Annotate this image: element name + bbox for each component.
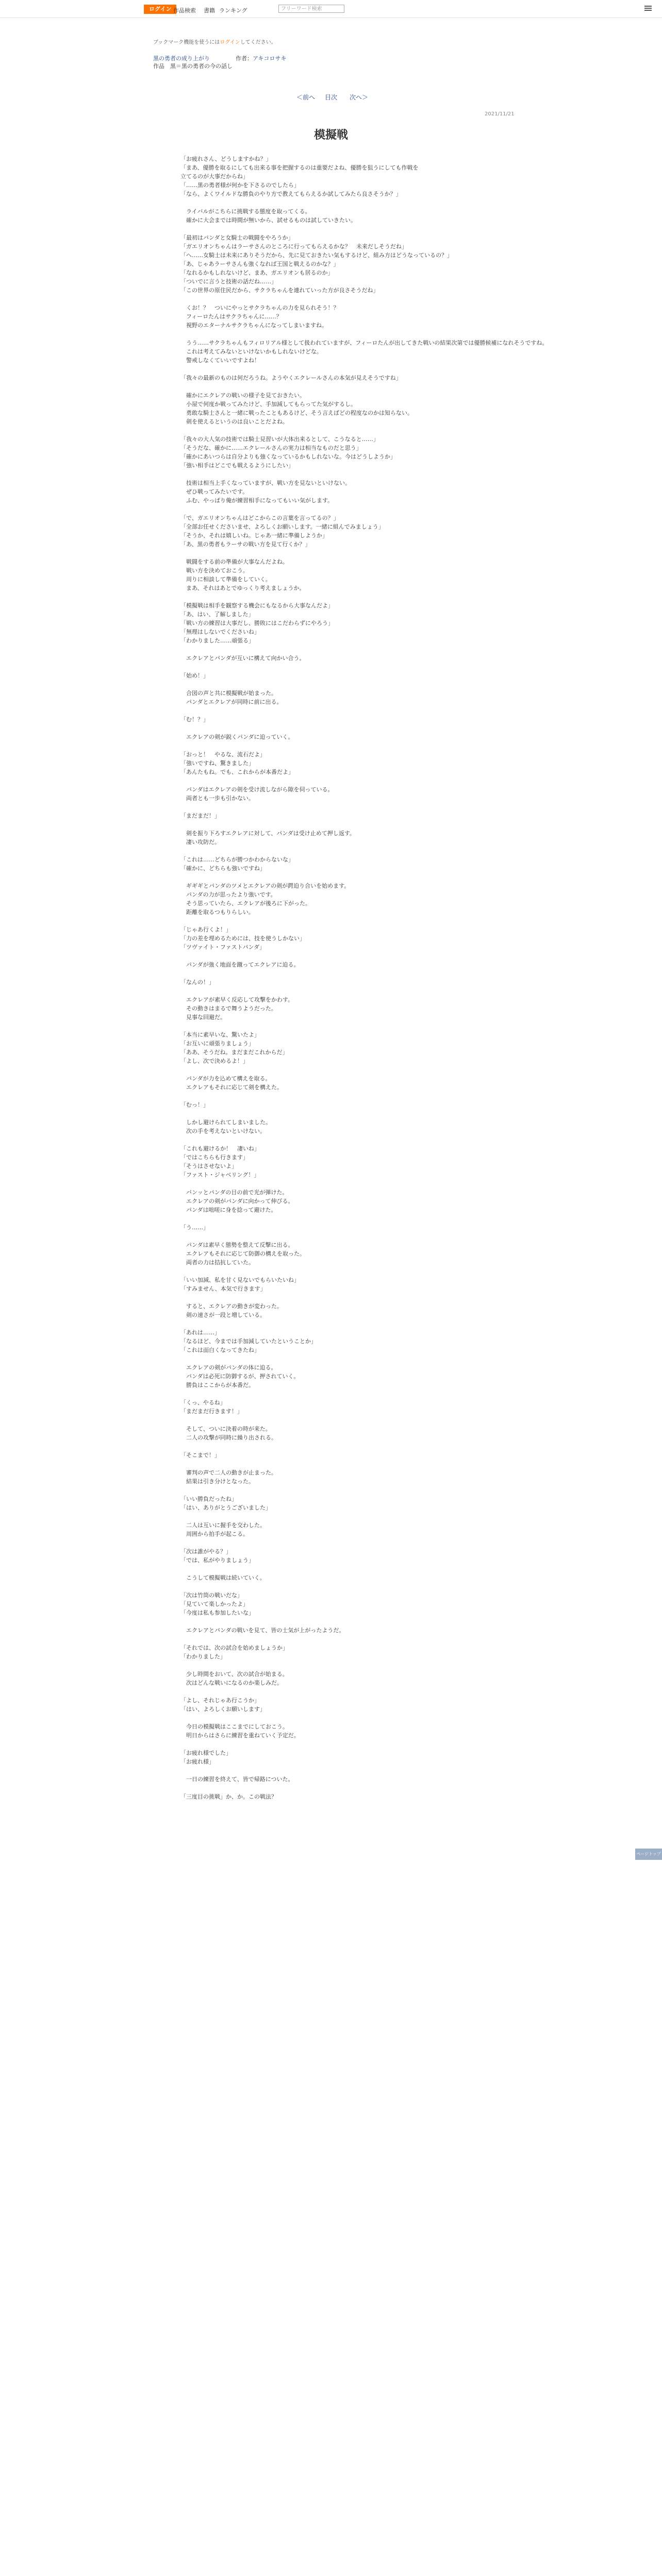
chapter-title: 模擬戦: [313, 129, 348, 142]
notice-login-link[interactable]: ログイン: [220, 40, 240, 45]
text-line: 「くっ、やるね」: [180, 1399, 226, 1406]
paragraph: [180, 1188, 479, 1214]
page-top-button[interactable]: ページトップへ: [635, 1849, 662, 1860]
text-line: しかし避けられてしまいました。: [180, 1119, 271, 1126]
text-line: 二人は互いに握手を交わした。: [180, 1522, 266, 1529]
text-line: 「強い相手はどこでも戦えるようにしたい」: [180, 462, 294, 469]
text-line: 「そこまで！」: [180, 1452, 220, 1459]
text-line: 戦闘をする前の準備が大事なんだよね。: [180, 558, 288, 565]
text-line: 「お互いに頑張りましょう」: [180, 1040, 254, 1047]
paragraph: [180, 829, 479, 846]
text-line: 両者の力は拮抗していた。: [180, 1259, 254, 1266]
text-line: 「これは……どちらが勝つかわからないな」: [180, 856, 294, 863]
text-line: パンダはエクレアの剣を受け流しながら隙を伺っている。: [180, 786, 334, 793]
paragraph: [180, 1696, 479, 1714]
text-line: 「あ、じゃあラーサさんも強くなれば王国と戦えるのかな？」: [180, 261, 339, 267]
text-line: エクレアが素早く反応して攻撃をかわす。: [180, 996, 294, 1003]
text-line: 「ついでに言うと技術の話だね……」: [180, 278, 277, 285]
paragraph: [180, 855, 479, 873]
search-input[interactable]: フリーワード検索: [278, 5, 344, 13]
text-line: パンダは必死に防御するが、押されていく。: [180, 1373, 300, 1380]
text-line: その動きはまるで舞うようだった。: [180, 1005, 277, 1012]
paragraph: [180, 155, 479, 198]
paragraph: [180, 1144, 479, 1179]
text-line: 「おっと！ やるな、流石だよ」: [180, 751, 266, 758]
nav-item-books[interactable]: 書籍: [204, 7, 215, 14]
paragraph: [180, 1118, 479, 1136]
paragraph: [180, 960, 479, 969]
text-line: 「模擬戦は相手を観察する機会にもなるから大事なんだよ」: [180, 602, 334, 609]
text-line: 「なれるかもしれないけど、まあ、ガエリオンも居るのか」: [180, 269, 334, 276]
text-line: エクレアの剣がパンダに向かって伸びる。: [180, 1198, 294, 1205]
paragraph: [180, 1363, 479, 1389]
paragraph: [180, 303, 479, 330]
notice-suffix: してください。: [240, 40, 276, 45]
paragraph: [180, 233, 479, 295]
text-line: 戦い方を決めておこう。: [180, 567, 249, 574]
paragraph: [180, 557, 479, 592]
paragraph: [180, 715, 479, 724]
paragraph: [180, 1074, 479, 1092]
text-line: フィーロたんはサクラちゃんに……？: [180, 313, 282, 320]
series-title-link[interactable]: 黒の勇者の成り上がり: [153, 55, 210, 62]
text-line: 「そうはさせないよ」: [180, 1163, 237, 1170]
text-line: 「……黒の勇者様が何かを下さるのでしたら」: [180, 182, 300, 189]
nav-item-ranking[interactable]: ランキング: [219, 7, 247, 14]
paragraph: [180, 1775, 479, 1784]
text-line: 剣を振り下ろすエクレアに対して、パンダは受け止めて押し返す。: [180, 830, 355, 837]
text-line: 見事な回避だ。: [180, 1014, 226, 1021]
text-line: 「お疲れ様」: [180, 1758, 214, 1765]
notice-prefix: ブックマーク機能を使うには: [153, 40, 220, 45]
paragraph: [180, 1223, 479, 1232]
text-line: 「強いですね、驚きました」: [180, 760, 254, 767]
text-line: 「すみません、本気で行きます」: [180, 1285, 266, 1292]
paragraph: [180, 1792, 479, 1801]
text-line: 一日の練習を終えて、皆で帰路についた。: [180, 1776, 294, 1783]
text-line: 技術は相当上手くなっていますが、戦い方を見ないといけない。: [180, 480, 351, 486]
paragraph: [180, 1398, 479, 1416]
text-line: 「なるほど、今までは手加減していたということか」: [180, 1338, 317, 1345]
paragraph: [180, 1328, 479, 1354]
text-line: 「これも避けるか！ 凄いね」: [180, 1145, 260, 1152]
text-line: 距離を取るつもりらしい。: [180, 909, 254, 916]
text-line: 「まだまだ行きます！」: [180, 1408, 243, 1415]
paragraph: [180, 750, 479, 776]
text-line: 「へ……女騎士は未来にありそうだから、先に見ておきたい気もするけど、組み方はどうなっているの？」: [180, 252, 453, 259]
paragraph: [180, 1302, 479, 1319]
text-line: 「本当に素早いな、驚いたよ」: [180, 1031, 260, 1038]
text-line: 「いい勝負だったね」: [180, 1496, 237, 1502]
text-line: ギギギとパンダのツメとエクレアの剣が鍔迫り合いを始めます。: [180, 883, 350, 889]
nav-item-search[interactable]: 作品検索: [173, 7, 196, 14]
text-line: 「お疲れ様でした」: [180, 1750, 231, 1756]
paragraph: [180, 514, 479, 549]
text-line: ぜひ戦ってみたいです。: [180, 488, 249, 495]
paragraph: [180, 391, 479, 426]
text-line: 「次は誰がやる？」: [180, 1548, 231, 1555]
text-line: 「じゃあ行くよ！」: [180, 926, 231, 933]
paragraph: [180, 601, 479, 645]
paragraph: [180, 1573, 479, 1582]
text-line: 「これは面白くなってきたね」: [180, 1347, 260, 1353]
text-line: 「あ、黒の勇者もラーサの戦い方を見て行くか？」: [180, 541, 311, 548]
text-line: 勝負はここからが本番だ。: [180, 1382, 254, 1388]
paragraph: [180, 1276, 479, 1293]
paragraph: [180, 1749, 479, 1766]
text-line: 周りに相談して準備をしていく。: [180, 576, 271, 583]
text-line: 「では、私がやりましょう」: [180, 1557, 254, 1564]
paragraph: [180, 1100, 479, 1109]
text-line: 「それでは、次の試合を始めましょうか」: [180, 1645, 288, 1651]
text-line: 審判の声で二人の動きが止まった。: [180, 1469, 277, 1476]
text-line: 「よし、それじゃあ行こうか」: [180, 1697, 260, 1704]
paragraph: [180, 1451, 479, 1460]
text-line: パンダとエクレアが同時に前に出る。: [180, 699, 283, 705]
text-line: 「ガエリオンちゃんはラーサさんのところに行ってもらえるかな？ 未来だしそうだね」: [180, 243, 407, 250]
paragraph: [180, 733, 479, 741]
paragraph: [180, 479, 479, 505]
text-line: 両者とも一歩も引かない。: [180, 795, 254, 802]
text-line: 「そうか、それは嬉しいね。じゃあ一緒に準備しようか」: [180, 532, 328, 539]
text-line: エクレアもそれに応じて剣を構えた。: [180, 1084, 283, 1091]
paragraph: [180, 811, 479, 820]
menu-icon[interactable]: [644, 6, 652, 11]
text-line: 勇敢な騎士さんと一緒に戦ったこともあるけど、そう言えばどの程度なのかは知らない。: [180, 410, 413, 416]
text-line: ライバルがこちらに挑戦する態度を取ってくる。: [180, 208, 311, 215]
text-line: 「全部お任せくださいませ、よろしくお願いします。一緒に組んでみましょう」: [180, 523, 384, 530]
text-line: 「そうだな、確かに……エクレールさんの実力は相当なものだと思う」: [180, 445, 362, 451]
text-line: 「始め！」: [180, 672, 209, 679]
bookmark-notice: [153, 38, 276, 45]
index-link[interactable]: 目次: [325, 94, 338, 101]
text-line: うう……サクラちゃんもフィロリアル様として扱われていますが、フィーロたんが出してきた戦いの結果次第では優勝候補になれそうですね。: [180, 340, 548, 346]
chapter-body: [180, 155, 548, 1810]
text-line: 「なら、よくワイルドな勝負のやり方で教えてもらえるか試してみたら良さそうか？」: [180, 191, 402, 197]
text-line: 「戦い方の練習は大事だし、勝敗にはこだわらずにやろう」: [180, 620, 334, 626]
text-line: 「今度は私も参加したいな」: [180, 1609, 254, 1616]
text-line: パンダの力が思ったより強いです。: [180, 891, 276, 898]
paragraph: [180, 1425, 479, 1442]
text-line: こうして模擬戦は続いていく。: [180, 1574, 266, 1581]
text-line: 「う……」: [180, 1224, 209, 1231]
text-line: 「次は竹筒の戦いだな」: [180, 1592, 243, 1599]
text-line: 「この世界の原住民だから、サクラちゃんを連れていった方が良さそうだね」: [180, 287, 379, 294]
text-line: 小屋で何度か戦ってみたけど、手加減してもらってた気がするし。: [180, 401, 356, 408]
text-line: パンダが力を込めて構えを取る。: [180, 1075, 271, 1082]
text-line: 「見ていて楽しかったよ」: [180, 1601, 249, 1607]
paragraph: [180, 978, 479, 987]
text-line: すると、エクレアの動きが変わった。: [180, 1303, 283, 1310]
text-line: 合図の声と共に模擬戦が始まった。: [180, 690, 277, 697]
text-line: エクレアとパンダが互いに構えて向かい合う。: [180, 655, 305, 662]
text-line: 「はい、よろしくお願いします」: [180, 1706, 266, 1713]
text-line: パンダが強く地面を蹴ってエクレアに迫る。: [180, 961, 300, 968]
text-line: エクレアの剣がパンダの体に迫る。: [180, 1364, 277, 1371]
text-line: 「で、ガエリオンちゃんはどこからこの言葉を言ってるの？」: [180, 515, 339, 521]
text-line: パンダは素早く態勢を整えて反撃に出る。: [180, 1242, 294, 1248]
text-line: そして、ついに決着の時が来た。: [180, 1426, 271, 1432]
text-line: 「確かに、どちらも強いですね」: [180, 865, 266, 872]
text-line: パンダは咄嗟に身を捻って避けた。: [180, 1207, 277, 1213]
text-line: 「まだまだ！」: [180, 812, 220, 819]
text-line: バンッとパンダの目の前で光が弾けた。: [180, 1189, 288, 1196]
text-line: 視野のエターナルサクラちゃんになってしまいますね。: [180, 322, 328, 329]
text-line: まあ、それはあとでゆっくり考えましょうか。: [180, 585, 305, 591]
text-line: 結果は引き分けとなった。: [180, 1478, 254, 1485]
text-line: 「ああ、そうだね。まだまだこれからだ」: [180, 1049, 288, 1056]
text-line: エクレアとパンダの戦いを見て、皆の士気が上がったようだ。: [180, 1627, 345, 1634]
text-line: 「力の差を埋めるためには、技を使うしかない」: [180, 935, 305, 942]
paragraph: [180, 925, 479, 952]
text-line: 凄い攻防だ。: [180, 839, 220, 845]
text-line: 今日の模擬戦はここまでにしておこう。: [180, 1723, 288, 1730]
paragraph: [180, 1547, 479, 1565]
login-button[interactable]: ログイン: [144, 5, 176, 14]
text-line: 警戒しなくていいですよね！: [180, 357, 260, 364]
text-line: 「わかりました……頑張る」: [180, 637, 254, 644]
text-line: 立てるのが大事だからね」: [180, 173, 249, 180]
paragraph: [180, 1643, 479, 1661]
paragraph: [180, 654, 479, 663]
author-link[interactable]: アキコロサキ: [253, 55, 287, 62]
paragraph: [180, 207, 479, 225]
author-label: 作者：: [236, 55, 253, 62]
text-line: 明日からはさらに練習を重ねていく予定だ。: [180, 1732, 300, 1739]
text-line: 「わかりました」: [180, 1653, 226, 1660]
paragraph: [180, 1468, 479, 1486]
paragraph: [180, 1722, 479, 1740]
paragraph: [180, 1495, 479, 1512]
prev-page-link[interactable]: ＜前へ: [296, 94, 316, 101]
paragraph: [180, 1591, 479, 1617]
text-line: そう思っていたら、エクレアが後ろに下がった。: [180, 900, 311, 907]
paragraph: [180, 671, 479, 680]
chapter-info: 作品 黒＝黒の勇者の今の話し: [153, 63, 233, 70]
author-info: [236, 54, 287, 62]
text-line: 剣を使えるというのは良いことだよね。: [180, 418, 288, 425]
paragraph: [180, 435, 479, 470]
text-line: 「はい、ありがとうございました」: [180, 1504, 271, 1511]
text-line: 「最初はパンダと女騎士の戦闘をやろうか」: [180, 234, 294, 241]
text-line: 次の手を考えないといけない。: [180, 1128, 266, 1134]
paragraph: [180, 374, 479, 382]
text-line: 「あ、はい、了解しました」: [180, 611, 254, 618]
text-line: 「あれは……」: [180, 1329, 220, 1336]
text-line: 「我々の最新のものは何だろうね。ようやくエクレールさんの本気が見えそうですね」: [180, 375, 402, 381]
text-line: これは考えてみないといけないかもしれないけどな。: [180, 348, 322, 355]
text-line: 剣の速さが一段と増している。: [180, 1312, 266, 1318]
text-line: エクレアの剣が鋭くパンダに迫っていく。: [180, 734, 294, 740]
text-line: 「ファスト・ジャベリング！」: [180, 1172, 260, 1178]
paragraph: [180, 689, 479, 706]
paragraph: [180, 1030, 479, 1065]
post-date: 2021/11/21: [485, 111, 515, 117]
text-line: 確かに大会までは時間が無いから、試せるものは試していきたい。: [180, 217, 356, 224]
text-line: ふむ、やっぱり俺が練習相手になってもいい気がします。: [180, 497, 334, 504]
text-line: エクレアもそれに応じて防御の構えを取った。: [180, 1250, 305, 1257]
text-line: 「まあ、優勝を取るにしても出来る事を把握するのは重要だよね、優勝を狙うにしても作戦を: [180, 164, 419, 171]
text-line: 次はどんな戦いになるのか楽しみだ。: [180, 1680, 283, 1686]
text-line: 「よし、次で決めるよ！」: [180, 1058, 249, 1064]
text-line: 「あんたもね。でも、これからが本番だよ」: [180, 769, 294, 775]
text-line: 「む！？」: [180, 716, 209, 723]
paragraph: [180, 1521, 479, 1538]
paragraph: [180, 1626, 479, 1635]
text-line: 確かにエクレアの戦いの様子を見ておきたい。: [180, 392, 305, 399]
text-line: 「我々の大人気の技術では騎士見習いが大体出来るとして、こうなると……」: [180, 436, 379, 443]
paragraph: [180, 995, 479, 1022]
paragraph: [180, 882, 479, 917]
text-line: 「お疲れさん、どうしますかね？」: [180, 156, 272, 162]
text-line: くお！？ ついにやっとサクラちゃんの力を見られそう！？: [180, 304, 339, 311]
paragraph: [180, 785, 479, 803]
paragraph: [180, 1241, 479, 1267]
paragraph: [180, 338, 548, 365]
text-line: 周囲から拍手が起こる。: [180, 1531, 249, 1537]
top-navigation-bar: [0, 0, 662, 18]
text-line: 「無理はしないでくださいね」: [180, 629, 260, 635]
text-line: 「ツヴァイト・ファストパンダ」: [180, 944, 266, 951]
text-line: 「むっ！」: [180, 1101, 209, 1108]
text-line: 「三度目の挑戦」か、か。この戦法？: [180, 1793, 277, 1800]
text-line: 「いい加減、私を甘く見ないでもらいたいね」: [180, 1277, 300, 1283]
text-line: 「ではこちらも行きます」: [180, 1154, 249, 1161]
text-line: 二人の攻撃が同時に繰り出される。: [180, 1434, 277, 1441]
text-line: 少し時間をおいて、次の試合が始まる。: [180, 1671, 288, 1677]
text-line: 「確かにあいつらは自分よりも強くなっているかもしれないな。今はどうしようか」: [180, 453, 396, 460]
paragraph: [180, 1670, 479, 1687]
next-page-link[interactable]: 次へ＞: [350, 94, 369, 101]
text-line: 「なんの！」: [180, 979, 214, 986]
